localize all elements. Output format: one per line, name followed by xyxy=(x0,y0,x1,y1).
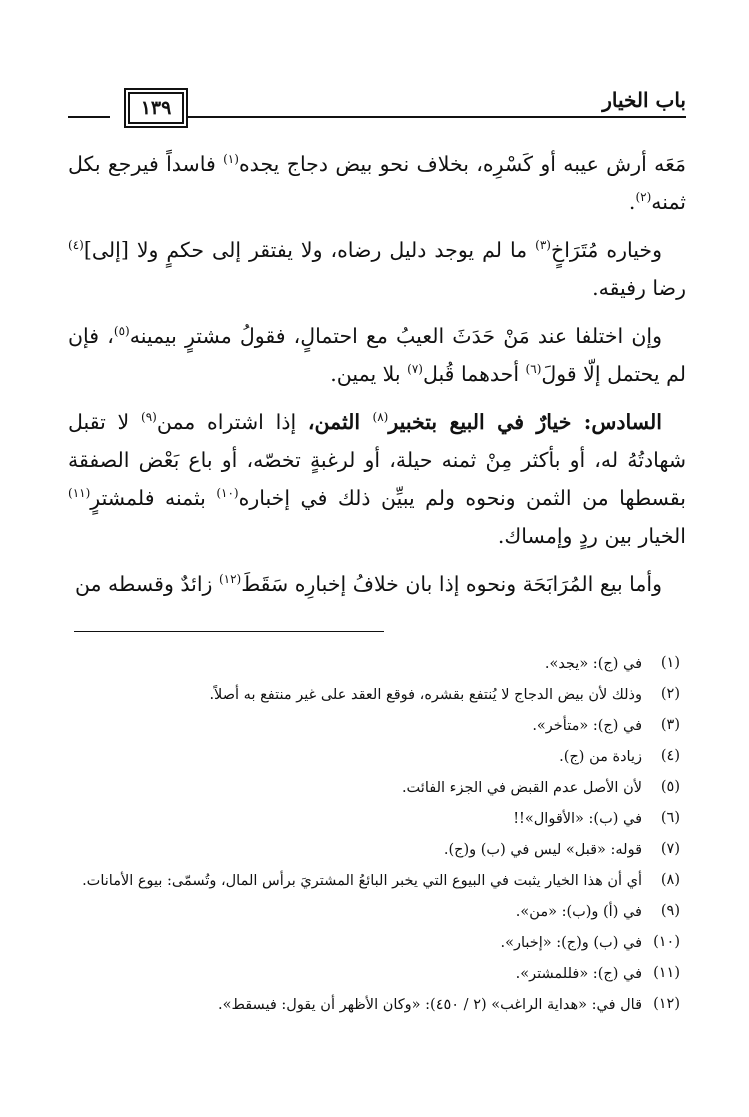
footnote-ref: (١٠) xyxy=(216,486,239,501)
footnote-ref: (٣) xyxy=(535,238,551,253)
text-run: وخياره مُتَرَاخٍ xyxy=(550,238,662,262)
footnote-text: في (أ) و(ب): «من». xyxy=(515,904,642,920)
main-text xyxy=(68,145,686,613)
footnote xyxy=(68,958,680,989)
text-run: الخيار بين ردٍ وإمساك. xyxy=(497,524,686,548)
footnote xyxy=(68,772,680,803)
footnote-ref: (٩) xyxy=(141,410,157,425)
footnote-number: (٧) xyxy=(660,841,680,857)
footnote-text: قال في: «هداية الراغب» (٢ / ٤٥٠): «وكان الأظهر أن يقول: فيسقط». xyxy=(217,997,642,1013)
text-run: وأما بيع المُرَابَحَة ونحوه إذا بان خلافُ إخبارِه سَقَطَ xyxy=(241,572,662,596)
text-run: وإن اختلفا عند مَنْ حَدَثَ العيبُ مع احتمالٍ، فقولُ مشترٍ بيمينه xyxy=(129,324,663,348)
footnote-number: (٥) xyxy=(660,779,680,795)
text-run: بثمنه فلمشترٍ xyxy=(90,486,217,510)
paragraph xyxy=(68,565,686,603)
footnote-ref: (١٢) xyxy=(218,572,242,587)
footnote-number: (٣) xyxy=(660,717,680,733)
footnote-text: في (ب): «الأقوال»!! xyxy=(513,811,642,827)
footnote xyxy=(68,741,680,772)
footnote-number: (٩) xyxy=(660,903,680,919)
text-run: إذا اشتراه ممن xyxy=(156,410,308,434)
paragraph xyxy=(68,403,686,555)
footnote-ref: (١١) xyxy=(68,486,91,501)
paragraph xyxy=(68,317,686,393)
footnote-ref: (٦) xyxy=(525,362,542,377)
footnote-ref: (٧) xyxy=(407,362,423,377)
footnote xyxy=(68,927,680,958)
footnote xyxy=(68,710,680,741)
bold-text: الثمن، xyxy=(307,410,373,434)
text-run: . xyxy=(628,190,636,214)
footnote-text: وذلك لأن بيض الدجاج لا يُنتفع بقشره، فوقع العقد على غير منتفع به أصلاً. xyxy=(209,687,642,703)
footnote-text: في (ج): «يجد». xyxy=(544,656,642,672)
text-run: رضا رفيقه. xyxy=(592,276,686,300)
footnote-number: (١) xyxy=(660,655,680,671)
footnote-text: لأن الأصل عدم القبض في الجزء الفائت. xyxy=(401,780,642,796)
bold-text: السادس: خيارٌ في البيع بتخبير xyxy=(388,410,662,434)
footnote-text: في (ج): «متأخر». xyxy=(532,718,642,734)
footnote xyxy=(68,896,680,927)
footnote-text: أي أن هذا الخيار يثبت في البيوع التي يخبر البائعُ المشتريَ برأس المال، وتُسمّى: بيوع الأمانات. xyxy=(82,873,642,889)
text-run: ، فإن لم يحتمل إلّا قولَ xyxy=(68,324,686,386)
footnote-divider xyxy=(74,631,384,632)
footnote xyxy=(68,803,680,834)
text-run: فاسداً فيرجع بكل ثمنه xyxy=(68,152,686,214)
chapter-title: باب الخيار xyxy=(602,88,686,112)
footnote-number: (١٠) xyxy=(653,934,680,950)
page-header xyxy=(68,78,686,124)
header-rule xyxy=(183,116,686,118)
footnote-ref: (٤) xyxy=(68,238,84,253)
footnote-number: (١٢) xyxy=(653,996,680,1012)
footnote-text: قوله: «قبل» ليس في (ب) و(ج). xyxy=(443,842,642,858)
text-run: ما لم يوجد دليل رضاه، ولا يفتقر إلى حكمٍ ولا [إلى] xyxy=(83,238,536,262)
footnote-ref: (٢) xyxy=(635,190,652,205)
footnote xyxy=(68,989,680,1020)
page-number: ١٣٩ xyxy=(128,92,184,124)
footnote-text: في (ج): «فللمشتر». xyxy=(515,966,642,982)
paragraph xyxy=(68,145,686,221)
footnote-number: (١١) xyxy=(653,965,680,981)
footnote xyxy=(68,834,680,865)
text-run: مَعَه أرش عيبه أو كَسْرِه، بخلاف نحو بيض دجاج يجده xyxy=(238,152,686,176)
text-run: لا تقبل شهادتُهُ له، أو بأكثر مِنْ ثمنه حيلة، أو لرغبةٍ تخصّه، أو باع بَعْض الصفقة بقسطها من الثمن ونحوه ولم يبيِّن ذلك في إخباره xyxy=(68,410,686,510)
footnote xyxy=(68,865,680,896)
footnote-ref: (١) xyxy=(223,152,239,167)
header-rule-left xyxy=(68,116,110,118)
paragraph xyxy=(68,231,686,307)
footnote xyxy=(68,679,680,710)
footnote-ref: (٨) xyxy=(372,410,389,425)
text-run: زائدٌ وقسطه من xyxy=(74,572,219,596)
footnote-number: (٦) xyxy=(660,810,680,826)
text-run: بلا يمين. xyxy=(330,362,408,386)
footnotes xyxy=(68,648,680,1020)
footnote-text: في (ب) و(ج): «إخبار». xyxy=(500,935,642,951)
footnote-number: (٢) xyxy=(660,686,680,702)
footnote-text: زيادة من (ج). xyxy=(559,749,642,765)
text-run: أحدهما قُبل xyxy=(422,362,526,386)
footnote xyxy=(68,648,680,679)
footnote-number: (٤) xyxy=(660,748,680,764)
footnote-number: (٨) xyxy=(660,872,680,888)
footnote-ref: (٥) xyxy=(113,324,130,339)
